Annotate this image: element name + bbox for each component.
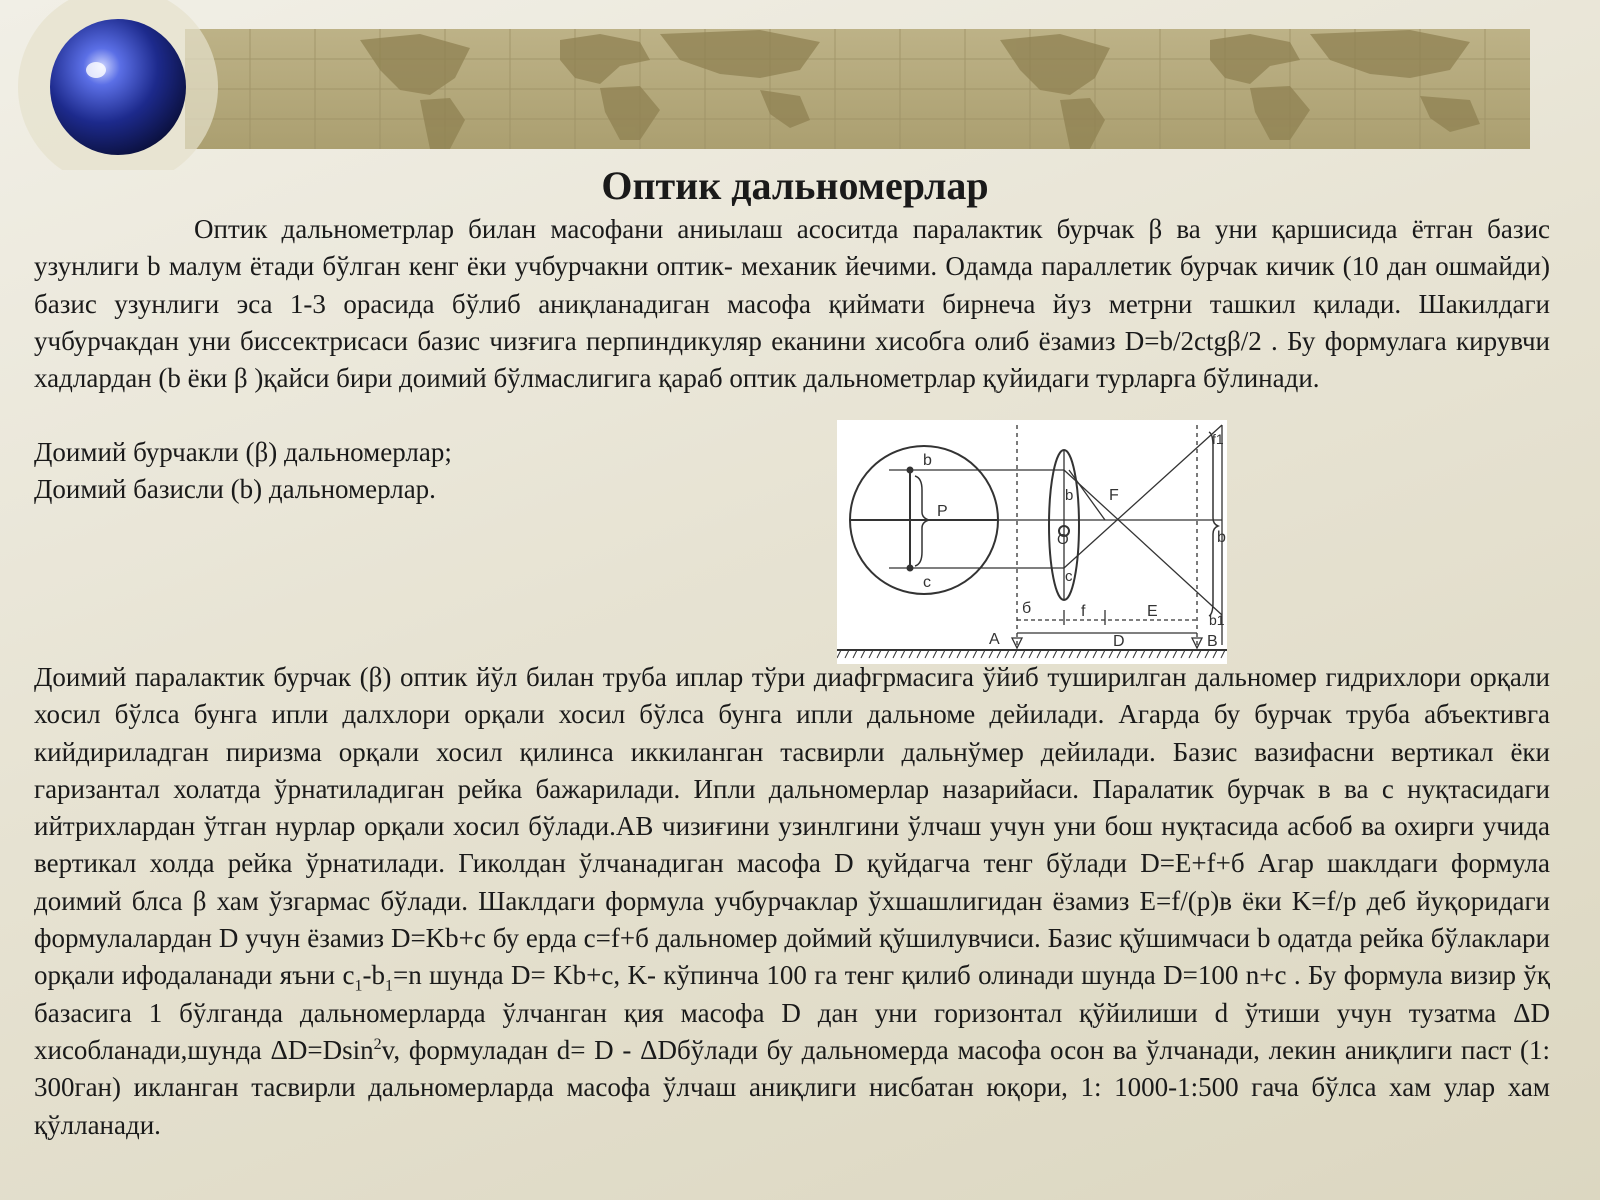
label-b-small: б xyxy=(1022,600,1032,617)
body-text-part3: =n шунда D= Kb+c, K- кўпинча 100 га тенг қилиб олинади шунда D=100 n+c . Бу формула визир ўқ базасига 1 бўлганда дальномерларда ўлчанган қия масофа D дан уни горизонтал қўйилиши d ўтиши учун тузатма ΔD хисобланади,шунда ΔD=Dsin xyxy=(34,960,1550,1065)
subscript-1: 1 xyxy=(354,977,363,995)
label-f-small: f xyxy=(1081,603,1086,620)
label-f1: f1 xyxy=(1212,431,1224,447)
label-c: c xyxy=(923,574,931,591)
label-b-top: b xyxy=(923,452,932,469)
body-paragraph xyxy=(34,659,1550,1144)
ray-upper xyxy=(1069,470,1105,520)
intro-paragraph: Оптик дальнометрлар билан масофани аниылаш асоситда паралактик бурчак β ва уни қаршисида ётган базис узунлиги b малум ётади бўлган кенг ёки учбурчакни оптик- механик йечими. Одамда параллетик бурчак кичик (10 дан ошмайди) базис узунлиги эса 1-3 орасида бўлиб аниқланадиган масофа қиймати бирнеча йуз метрни ташкил қилади. Шакилдаги учбурчакдан уни биссектрисаси базис чизғига перпиндикуляр еканини хисобга олиб ёзамиз D=b/2ctgβ/2 . Бу формулага кирувчи хадлардан (b ёки β )қайси бири доимий бўлмаслигига қараб оптик дальнометрлар қуйидаги турларга бўлинади. xyxy=(34,214,1550,394)
rangefinder-diagram xyxy=(837,420,1227,664)
globe-highlight xyxy=(86,62,106,78)
body-text-part1: Доимий паралактик бурчак (β) оптик йўл билан труба иплар тўри диафгрмасига ўйиб туширилган дальномер гидрихлори орқали хосил бўлса бунга ипли далхлори орқали хосил бўлса бунга ипли дальноме дейилади. Агарда бу бурчак труба абъективга кийдириладган пиризма орқали хосил қилинса иккиланган тасвирли дальнўмер дейилади. Базис вазифасни вертикал ёки гаризантал холатда ўрнатиладиган рейка бажарилади. Ипли дальномерлар назарийаси. Паралатик бурчак в ва с нуқтасидаги ийтрихлардан ўтган нурлар орқали хосил бўлади.АВ чизиғини узинлгини ўлчаш учун уни бош нуқтасида асбоб ва охирги учида вертикал холда рейка ўрнатилади. Гиколдан ўлчанадиган масофа D қуйдагча тенг бўлади D=E+f+б Агар шаклдаги формула доимий блса β хам ўзгармас бўлади. Шаклдаги формула учбурчаклар ўхшашлигидан ёзамиз E=f/(p)в ёки K=f/p деб йуқоридаги формулалардан D учун ёзамиз D=Kb+c бу ерда c=f+б дальномер доймий қўшилувчиси. Базис қўшимчаси b одатда рейка бўлаклари орқали ифодаланади яъни c xyxy=(34,662,1550,991)
label-o: O xyxy=(1057,531,1069,548)
circle-dot-bottom xyxy=(908,566,913,571)
list-item-constant-angle: Доимий бурчакли (β) дальномерлар; xyxy=(34,437,452,467)
label-a: A xyxy=(989,631,1000,648)
globe-icon xyxy=(50,19,186,155)
label-b1: b1 xyxy=(1209,612,1225,628)
staff-brace xyxy=(1209,432,1218,616)
list-item-constant-base: Доимий базисли (b) дальномерлар. xyxy=(34,474,436,504)
ray-cross-1 xyxy=(1064,470,1222,615)
label-b-point: B xyxy=(1207,633,1218,650)
label-f-focus: F xyxy=(1109,487,1119,504)
label-e: E xyxy=(1147,603,1158,620)
subscript-2: 1 xyxy=(384,977,393,995)
label-c-lens: c xyxy=(1065,568,1073,585)
superscript-2: 2 xyxy=(373,1035,382,1053)
page-title: Оптик дальномерлар xyxy=(601,163,989,208)
circle-dot-top xyxy=(908,468,913,473)
body-text-part2: -b xyxy=(362,960,385,991)
label-b-lens: b xyxy=(1065,487,1074,504)
header-banner xyxy=(0,0,1600,170)
body-text-part4: v, формуладан d= D - ΔDбўлади бу дальномерда масофа осон ва ўлчанади, лекин аниқлиги паст (1: 300ган) икланган тасвирли дальномерларда масофа ўлчаш аниқлиги нисбатан юқори, 1: 1000-1:500 гача бўлса хам улар хам қўлланади. xyxy=(34,1034,1550,1140)
label-d: D xyxy=(1113,633,1125,650)
label-b-right: b xyxy=(1217,529,1226,546)
ground-hatch xyxy=(837,650,1225,658)
label-p: P xyxy=(937,503,948,520)
